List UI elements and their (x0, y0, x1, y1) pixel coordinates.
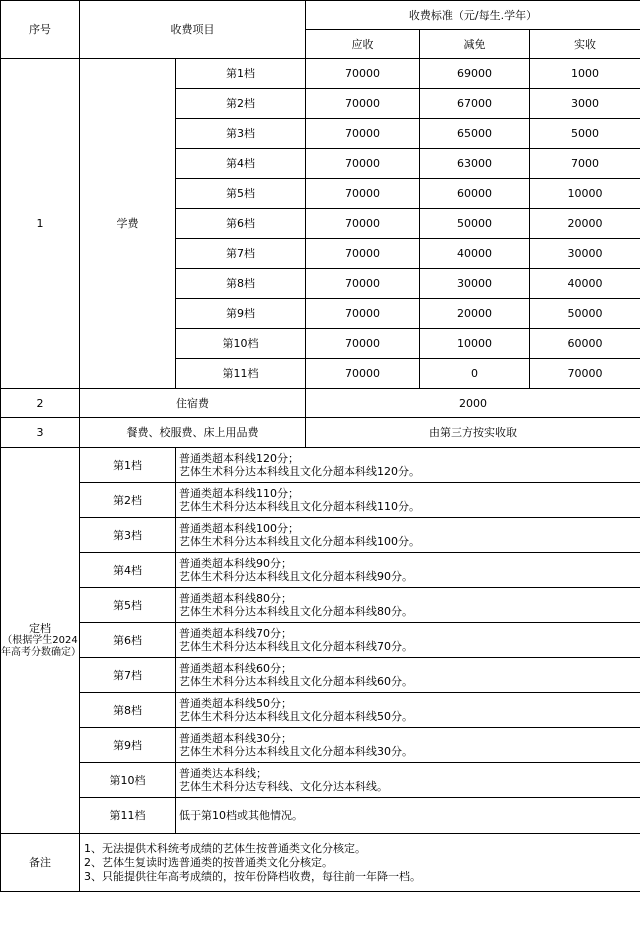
tier-label: 第1档 (176, 59, 306, 89)
tier-actual: 50000 (530, 299, 640, 329)
tier-label: 第5档 (176, 179, 306, 209)
tier-due: 70000 (306, 239, 420, 269)
tier-due: 70000 (306, 209, 420, 239)
grading-desc-line: 艺体生术科分达本科线且文化分超本科线50分。 (179, 710, 413, 723)
table-row (1, 553, 640, 588)
tier-label: 第4档 (176, 149, 306, 179)
tier-due: 70000 (306, 89, 420, 119)
tier-actual: 10000 (530, 179, 640, 209)
grading-tier-desc (176, 728, 640, 763)
table-row (1, 483, 640, 518)
table-row (1, 448, 640, 483)
tier-label: 第9档 (176, 299, 306, 329)
tier-actual: 40000 (530, 269, 640, 299)
note-line: 3、只能提供往年高考成绩的，按年份降档收费，每往前一年降一档。 (84, 869, 421, 883)
table-row (1, 693, 640, 728)
header-standard: 收费标准（元/每生.学年） (306, 1, 640, 30)
table-row (1, 518, 640, 553)
table-row (1, 418, 640, 448)
tier-actual: 1000 (530, 59, 640, 89)
lodging-value: 2000 (306, 389, 640, 418)
notes-body (80, 834, 640, 892)
header-seq: 序号 (1, 1, 80, 59)
grading-desc-line: 普通类超本科线90分； (179, 557, 292, 570)
tier-label: 第11档 (176, 359, 306, 389)
grading-tier-label: 第2档 (80, 483, 176, 518)
grading-desc-line: 普通类超本科线50分； (179, 697, 292, 710)
table-row (1, 389, 640, 418)
header-waive: 减免 (420, 30, 530, 59)
note-line: 1、无法提供术科统考成绩的艺体生按普通类文化分核定。 (84, 841, 366, 855)
grading-tier-desc (176, 483, 640, 518)
grading-desc-line: 艺体生术科分达本科线且文化分超本科线100分。 (179, 535, 420, 548)
tier-due: 70000 (306, 119, 420, 149)
tier-actual: 60000 (530, 329, 640, 359)
tier-actual: 70000 (530, 359, 640, 389)
grading-desc-line: 艺体生术科分达本科线且文化分超本科线30分。 (179, 745, 413, 758)
tier-waive: 20000 (420, 299, 530, 329)
tier-waive: 10000 (420, 329, 530, 359)
tier-waive: 69000 (420, 59, 530, 89)
lodging-seq: 2 (1, 389, 80, 418)
grading-tier-desc (176, 658, 640, 693)
lodging-name: 住宿费 (80, 389, 306, 418)
tuition-name: 学费 (80, 59, 176, 389)
table-row (1, 728, 640, 763)
grading-desc-line: 普通类超本科线120分； (179, 452, 299, 465)
grading-tier-desc (176, 798, 640, 834)
header-due: 应收 (306, 30, 420, 59)
grading-tier-label: 第4档 (80, 553, 176, 588)
table-row (1, 59, 640, 89)
tier-due: 70000 (306, 149, 420, 179)
meals-name: 餐费、校服费、床上用品费 (80, 418, 306, 448)
grading-desc-line: 普通类超本科线60分； (179, 662, 292, 675)
notes-title: 备注 (1, 834, 80, 892)
table-row (1, 798, 640, 834)
grading-tier-label: 第6档 (80, 623, 176, 658)
tier-waive: 40000 (420, 239, 530, 269)
grading-tier-desc (176, 588, 640, 623)
grading-tier-label: 第10档 (80, 763, 176, 798)
tier-waive: 30000 (420, 269, 530, 299)
grading-tier-label: 第7档 (80, 658, 176, 693)
grading-tier-desc (176, 623, 640, 658)
grading-desc-line: 艺体生术科分达专科线、文化分达本科线。 (179, 780, 388, 793)
tier-label: 第8档 (176, 269, 306, 299)
tier-label: 第10档 (176, 329, 306, 359)
table-row (1, 658, 640, 693)
meals-value: 由第三方按实收取 (306, 418, 640, 448)
tier-label: 第7档 (176, 239, 306, 269)
grading-title: 定档 (29, 622, 51, 635)
table-row (1, 834, 640, 892)
grading-desc-line: 艺体生术科分达本科线且文化分超本科线80分。 (179, 605, 413, 618)
grading-tier-desc (176, 763, 640, 798)
tier-actual: 30000 (530, 239, 640, 269)
tier-waive: 50000 (420, 209, 530, 239)
tier-waive: 0 (420, 359, 530, 389)
grading-desc-line: 艺体生术科分达本科线且文化分超本科线90分。 (179, 570, 413, 583)
grading-desc-line: 低于第10档或其他情况。 (179, 809, 303, 822)
grading-desc-line: 普通类超本科线80分； (179, 592, 292, 605)
grading-desc-line: 艺体生术科分达本科线且文化分超本科线120分。 (179, 465, 420, 478)
tier-label: 第6档 (176, 209, 306, 239)
tier-actual: 5000 (530, 119, 640, 149)
note-line: 2、艺体生复读时选普通类的按普通类文化分核定。 (84, 855, 333, 869)
grading-desc-line: 艺体生术科分达本科线且文化分超本科线70分。 (179, 640, 413, 653)
grading-desc-line: 普通类超本科线30分； (179, 732, 292, 745)
grading-tier-label: 第11档 (80, 798, 176, 834)
grading-desc-line: 普通类达本科线； (179, 767, 267, 780)
grading-desc-line: 艺体生术科分达本科线且文化分超本科线110分。 (179, 500, 420, 513)
grading-desc-line: 普通类超本科线100分； (179, 522, 299, 535)
tier-waive: 60000 (420, 179, 530, 209)
grading-desc-line: 艺体生术科分达本科线且文化分超本科线60分。 (179, 675, 413, 688)
grading-tier-label: 第1档 (80, 448, 176, 483)
grading-tier-label: 第8档 (80, 693, 176, 728)
tier-waive: 65000 (420, 119, 530, 149)
tier-label: 第2档 (176, 89, 306, 119)
tier-due: 70000 (306, 359, 420, 389)
grading-tier-label: 第9档 (80, 728, 176, 763)
tier-actual: 7000 (530, 149, 640, 179)
grading-tier-label: 第3档 (80, 518, 176, 553)
grading-tier-desc (176, 518, 640, 553)
grading-title-cell (1, 448, 80, 834)
grading-tier-desc (176, 553, 640, 588)
grading-subtitle: （根据学生2024年高考分数确定） (1, 635, 81, 658)
tier-due: 70000 (306, 179, 420, 209)
grading-desc-line: 普通类超本科线70分； (179, 627, 292, 640)
grading-tier-desc (176, 448, 640, 483)
meals-seq: 3 (1, 418, 80, 448)
tier-due: 70000 (306, 329, 420, 359)
header-item: 收费项目 (80, 1, 306, 59)
tier-due: 70000 (306, 59, 420, 89)
tier-actual: 20000 (530, 209, 640, 239)
tier-waive: 63000 (420, 149, 530, 179)
table-row (1, 763, 640, 798)
tier-waive: 67000 (420, 89, 530, 119)
grading-tier-desc (176, 693, 640, 728)
tier-label: 第3档 (176, 119, 306, 149)
tier-actual: 3000 (530, 89, 640, 119)
tier-due: 70000 (306, 299, 420, 329)
grading-tier-label: 第5档 (80, 588, 176, 623)
table-row (1, 623, 640, 658)
table-row (1, 588, 640, 623)
tuition-seq: 1 (1, 59, 80, 389)
grading-desc-line: 普通类超本科线110分； (179, 487, 299, 500)
tier-due: 70000 (306, 269, 420, 299)
header-actual: 实收 (530, 30, 640, 59)
